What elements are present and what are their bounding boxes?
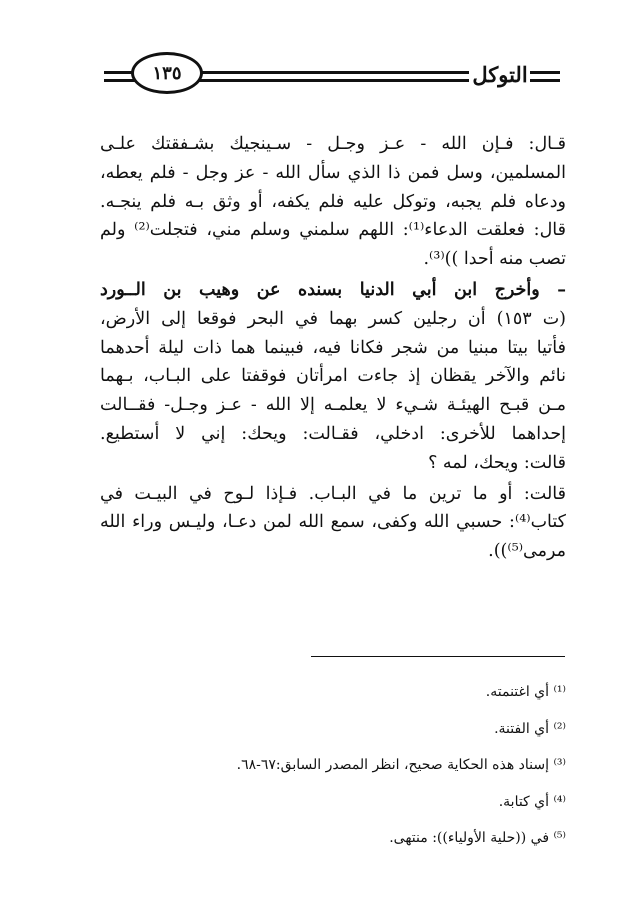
- footnote: ⁽¹⁾ أي اغتنمته.: [485, 684, 566, 700]
- page-number: ١٣٥: [152, 62, 182, 84]
- text-line: كتاب⁽⁴⁾: حسبي الله وكفى، سمع الله لمن دعـا، وليـس وراء الله: [100, 512, 566, 533]
- section-heading-line: – وأخرج ابن أبي الدنيا بسنده عن وهيب بن الــورد: [100, 279, 566, 300]
- footnote: ⁽²⁾ أي الفتنة.: [494, 720, 566, 737]
- page-number-oval: [131, 52, 203, 94]
- page-header: [0, 0, 620, 120]
- text-line: المسلمين، وسل فمن ذا الذي سأل الله - عز وجل - فلم يعطه،: [100, 162, 566, 183]
- chapter-title: التوكل: [472, 62, 528, 87]
- header-rule-middle: [198, 71, 469, 82]
- footnote: ⁽⁵⁾ في ((حلية الأولياء)): منتهى.: [389, 830, 566, 846]
- footnote-separator: [311, 656, 565, 657]
- main-text: [100, 130, 566, 566]
- text-line: ودعاه فلم يجبه، وتوكل عليه فلم يكفه، أو وثق بـه فلم ينجـه.: [100, 191, 566, 212]
- text-line: (ت ١٥٣) أن رجلين كسر بهما في البحر فوقعا إلى الأرض،: [100, 308, 566, 329]
- text-line: قال: فعلقت الدعاء⁽¹⁾: اللهم سلمني وسلم مني، فتجلت⁽²⁾ ولم: [100, 220, 566, 241]
- text-line: إحداهما للأخرى: ادخلي، فقـالت: ويحك: إني لا أستطيع.: [100, 423, 566, 444]
- header-rule-right: [530, 71, 560, 82]
- text-line: قالت: أو ما ترين ما في البـاب. فـإذا لـوح في البيـت في: [100, 483, 566, 504]
- text-line: مـن قبـح الهيئـة شـيء لا يعلمـه إلا الله - عـز وجـل- فقــالت: [100, 395, 566, 416]
- footnotes: [100, 674, 566, 857]
- footnote: ⁽⁴⁾ أي كتابة.: [498, 793, 566, 810]
- text-line: نائم والآخر يقظان إذ جاءت امرأتان فوقفتا على البـاب، بـهما: [100, 366, 566, 387]
- text-line: مرمى⁽⁵⁾)).: [488, 541, 566, 562]
- text-line: قـال: فـإن الله - عـز وجـل - سـينجيك بشـفقتك علـى: [100, 134, 566, 154]
- text-line: فأتيا بيتا مبنيا من شجر فكانا فيه، فبينما هما ذات ليلة أحدهما: [100, 337, 566, 358]
- text-line: قالت: ويحك، لمه ؟: [428, 452, 566, 473]
- text-line: تصب منه أحدا ))⁽³⁾.: [423, 249, 566, 270]
- footnote: ⁽³⁾ إسناد هذه الحكاية صحيح، انظر المصدر السابق:٦٧-٦٨.: [236, 757, 566, 773]
